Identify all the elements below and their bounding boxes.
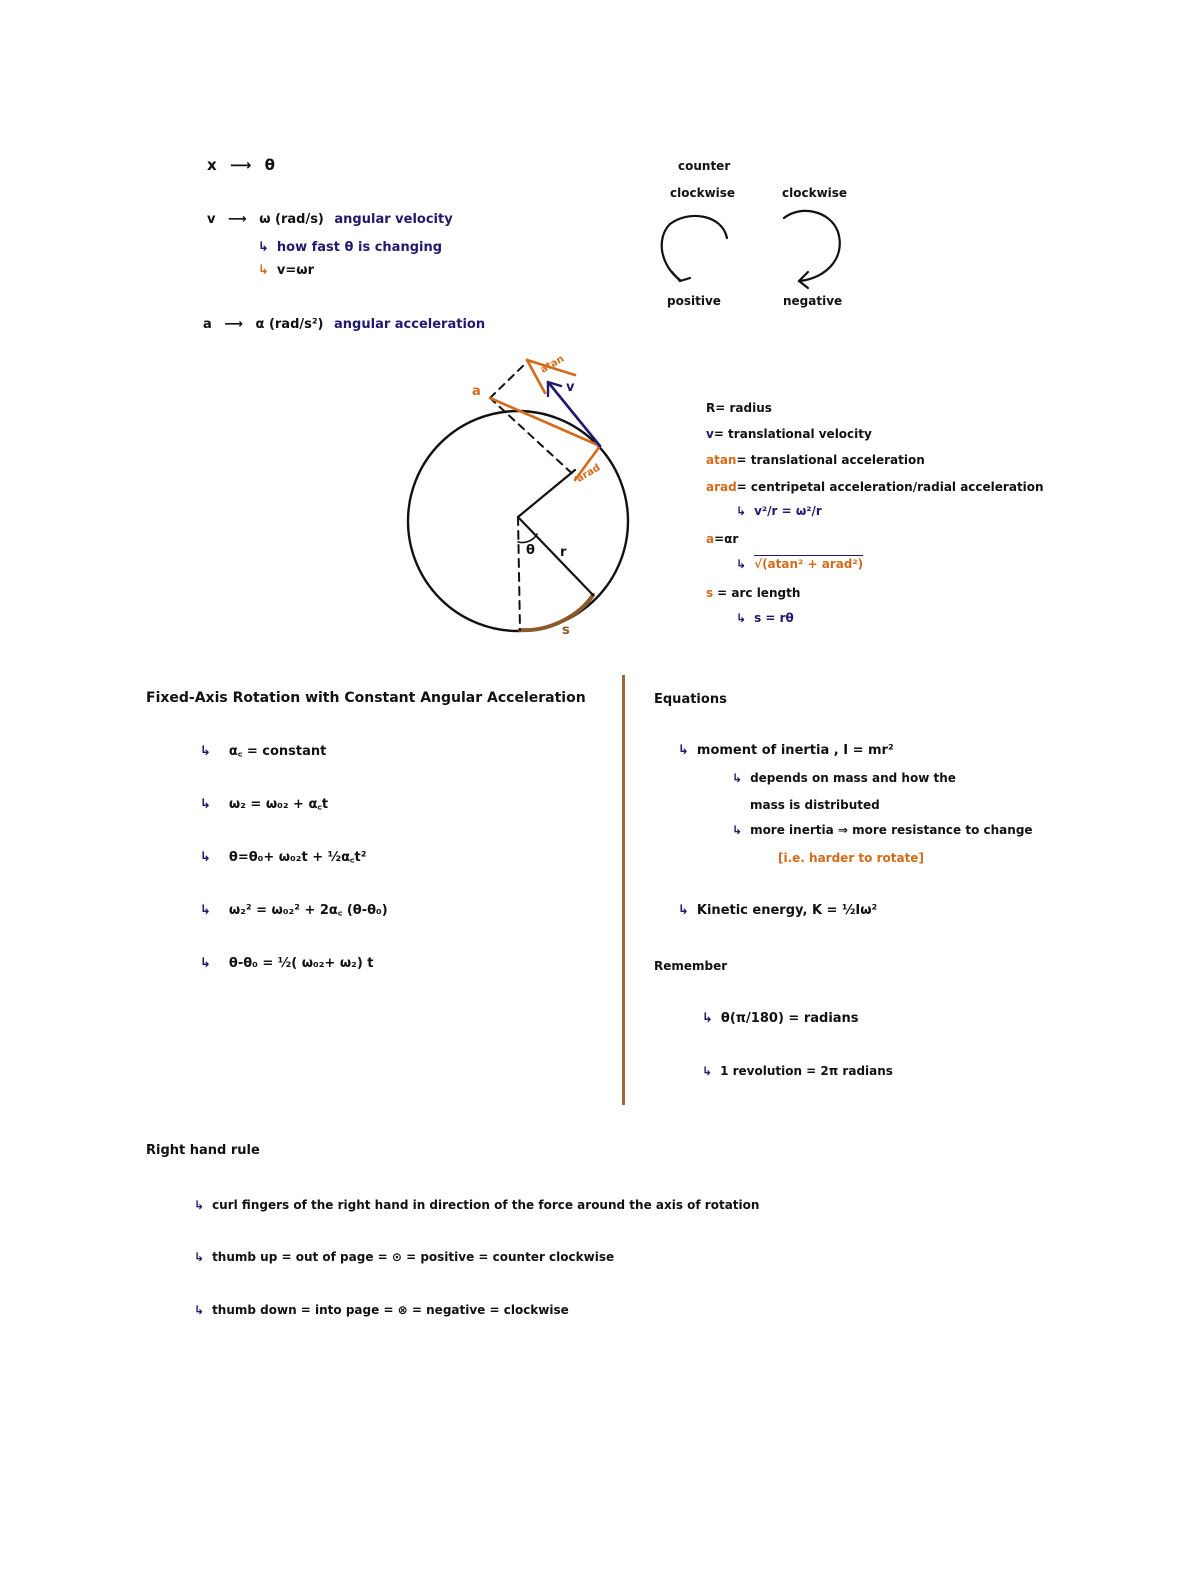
- sub-bullet-arrow-icon: ↳: [200, 744, 211, 759]
- moi-note-3: ↳ more inertia ⇒ more resistance to change: [732, 823, 1033, 837]
- reference-dashed-radius: [518, 517, 520, 630]
- clockwise-arrow-icon: [784, 211, 840, 288]
- sub-bullet-arrow-icon: ↳: [194, 1198, 205, 1212]
- sub-bullet-arrow-icon: ↳: [200, 850, 211, 865]
- legend-tangential: atan= translational acceleration: [706, 453, 925, 467]
- fixed-axis-eq-2: ↳ ω₂ = ω₀₂ + α꜀t: [200, 797, 329, 812]
- sub-bullet-arrow-icon: ↳: [736, 557, 747, 571]
- kinetic-energy: ↳ Kinetic energy, K = ½Iω²: [678, 903, 878, 918]
- v-symbol: v: [207, 212, 216, 227]
- rotation-negative-label: negative: [783, 294, 843, 308]
- sub-bullet-arrow-icon: ↳: [258, 240, 269, 255]
- radius-to-velocity-point: [518, 470, 575, 517]
- sub-bullet-arrow-icon: ↳: [736, 611, 747, 625]
- diagram-label-arad: arad: [574, 462, 603, 485]
- legend-radial-formula: ↳ v²/r = ω²/r: [736, 504, 822, 518]
- equations-title: Equations: [654, 692, 727, 707]
- rotation-positive-label: positive: [667, 294, 721, 308]
- fixed-axis-eq-5: ↳ θ-θ₀ = ½( ω₀₂+ ω₂) t: [200, 956, 374, 971]
- sub-bullet-arrow-icon: ↳: [200, 903, 211, 918]
- rotation-ccw-label: clockwise: [670, 186, 736, 200]
- diagram-label-s: s: [562, 623, 570, 638]
- legend-velocity: v= translational velocity: [706, 427, 872, 441]
- fixed-axis-eq-1: ↳ α꜀ = constant: [200, 744, 327, 759]
- legend-a-formula: ↳ √(atan² + arad²): [736, 557, 864, 571]
- rotation-cw-label: clockwise: [782, 186, 848, 200]
- sub-bullet-arrow-icon: ↳: [678, 743, 689, 758]
- acceleration-a-vector: [490, 398, 600, 446]
- sub-bullet-arrow-icon: ↳: [678, 903, 689, 918]
- moi-note-1: ↳ depends on mass and how the: [732, 771, 956, 785]
- sub-bullet-arrow-icon: ↳: [732, 771, 743, 785]
- sub-bullet-arrow-icon: ↳: [200, 956, 211, 971]
- omega-units: ω (rad/s): [259, 212, 324, 227]
- angular-acceleration-label: angular acceleration: [334, 317, 486, 332]
- rotation-counter-label: counter: [678, 159, 731, 173]
- counterclockwise-arrow-icon: [662, 216, 727, 281]
- rhr-line-3: ↳ thumb down = into page = ⊗ = negative = clockwise: [194, 1303, 569, 1317]
- sub-bullet-arrow-icon: ↳: [702, 1064, 713, 1078]
- fixed-axis-eq-4: ↳ ω₂² = ω₀₂² + 2α꜀ (θ-θ₀): [200, 903, 388, 918]
- sub-bullet-arrow-icon: ↳: [200, 797, 211, 812]
- sub-bullet-arrow-icon: ↳: [194, 1250, 205, 1264]
- remember-title: Remember: [654, 959, 728, 973]
- remember-radians: ↳ θ(π/180) = radians: [702, 1011, 859, 1026]
- legend-s-formula: ↳ s = rθ: [736, 611, 794, 625]
- legend-radius: R= radius: [706, 401, 772, 415]
- dashed-line-to-center: [490, 398, 577, 478]
- angular-velocity-note: ↳ how fast θ is changing: [258, 240, 443, 255]
- alpha-units: α (rad/s²): [255, 317, 324, 332]
- legend-s: s = arc length: [706, 586, 801, 600]
- moi-note-2: mass is distributed: [750, 798, 880, 812]
- sub-bullet-arrow-icon: ↳: [736, 504, 747, 518]
- fixed-axis-eq-3: ↳ θ=θ₀+ ω₀₂t + ½α꜀t²: [200, 850, 367, 865]
- rhr-line-2: ↳ thumb up = out of page = ⊙ = positive = counter clockwise: [194, 1250, 615, 1264]
- right-hand-rule-title: Right hand rule: [146, 1143, 260, 1158]
- circle-diagram: [408, 360, 628, 631]
- diagram-label-theta: θ: [526, 543, 535, 558]
- a-symbol: a: [203, 317, 212, 332]
- sub-bullet-arrow-icon: ↳: [258, 263, 269, 278]
- maps-to-arrow-icon: ⟶: [224, 317, 243, 332]
- remember-revolution: ↳ 1 revolution = 2π radians: [702, 1064, 893, 1078]
- diagram-label-a: a: [472, 384, 481, 399]
- v-omega-r-note: ↳ v=ωr: [258, 263, 314, 278]
- angular-velocity-label: angular velocity: [334, 212, 453, 227]
- sub-bullet-arrow-icon: ↳: [194, 1303, 205, 1317]
- diagram-label-v: v: [566, 380, 575, 395]
- maps-to-arrow-icon: ⟶: [228, 212, 247, 227]
- theta-symbol: θ: [264, 156, 275, 174]
- maps-to-arrow-icon: ⟶: [229, 156, 252, 174]
- diagram-label-atan: atan: [538, 353, 567, 376]
- arc-length-arc: [520, 595, 593, 630]
- moment-of-inertia: ↳ moment of inertia , I = mr²: [678, 743, 894, 758]
- dashed-line-top: [490, 362, 527, 398]
- fixed-axis-title: Fixed-Axis Rotation with Constant Angular Acceleration: [146, 690, 586, 706]
- rhr-line-1: ↳ curl fingers of the right hand in direction of the force around the axis of rotation: [194, 1198, 760, 1212]
- sub-bullet-arrow-icon: ↳: [702, 1011, 713, 1026]
- legend-a: a=αr: [706, 532, 739, 546]
- legend-radial: arad= centripetal acceleration/radial acceleration: [706, 480, 1044, 494]
- sub-bullet-arrow-icon: ↳: [732, 823, 743, 837]
- x-symbol: x: [207, 156, 217, 174]
- diagram-label-r: r: [560, 545, 567, 560]
- moi-note-4: [i.e. harder to rotate]: [778, 851, 924, 865]
- section-divider: [622, 675, 625, 1105]
